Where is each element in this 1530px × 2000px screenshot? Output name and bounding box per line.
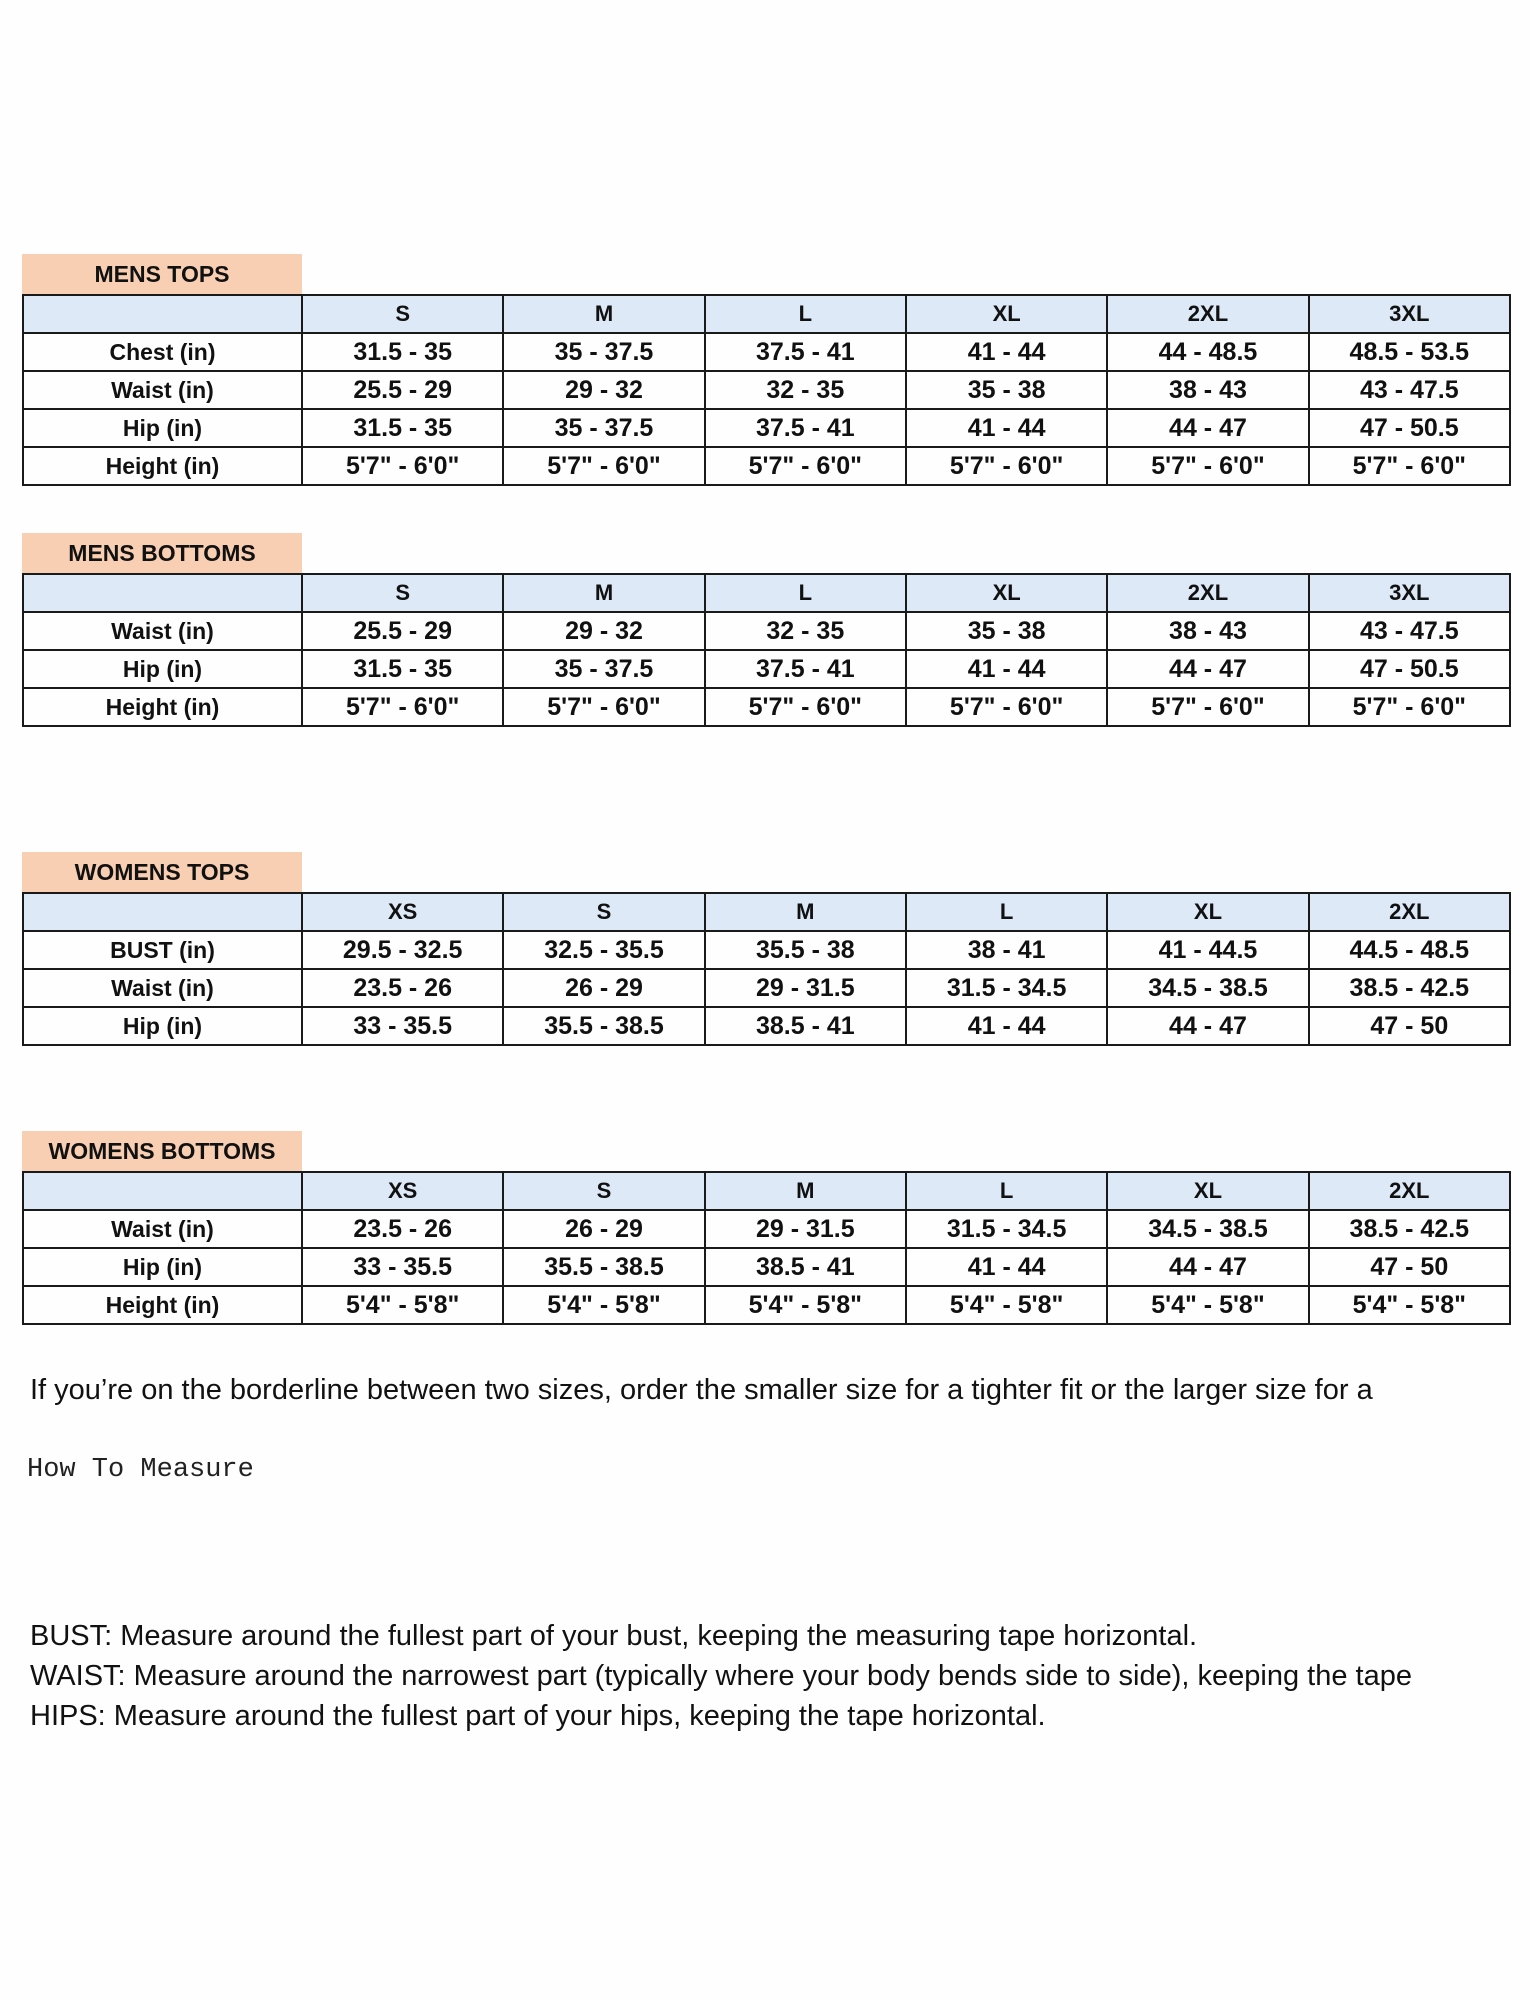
table-cell: 48.5 - 53.5	[1309, 333, 1510, 371]
table-cell: 5'7" - 6'0"	[1107, 447, 1308, 485]
table-cell: 47 - 50	[1309, 1248, 1510, 1286]
size-header: 2XL	[1309, 1172, 1510, 1210]
table-row	[23, 409, 1510, 447]
table-cell: 26 - 29	[503, 969, 704, 1007]
table-header-row	[23, 295, 1510, 333]
table-cell: 5'7" - 6'0"	[906, 688, 1107, 726]
table-cell: 38.5 - 41	[705, 1248, 906, 1286]
size-header: XL	[906, 295, 1107, 333]
size-header: L	[906, 1172, 1107, 1210]
header-corner-cell	[23, 574, 302, 612]
size-table	[22, 1171, 1511, 1325]
size-header: S	[503, 893, 704, 931]
size-header: M	[705, 1172, 906, 1210]
row-label: Waist (in)	[23, 969, 302, 1007]
table-cell: 5'7" - 6'0"	[302, 688, 503, 726]
table-cell: 35.5 - 38	[705, 931, 906, 969]
section-title: MENS BOTTOMS	[22, 533, 302, 573]
table-row	[23, 1248, 1510, 1286]
table-cell: 38.5 - 42.5	[1309, 1210, 1510, 1248]
bust-instruction: BUST: Measure around the fullest part of your bust, keeping the measuring tape horizontal.	[30, 1620, 1198, 1652]
row-label: Height (in)	[23, 447, 302, 485]
table-cell: 5'4" - 5'8"	[906, 1286, 1107, 1324]
table-row	[23, 333, 1510, 371]
size-header: 3XL	[1309, 295, 1510, 333]
row-label: Chest (in)	[23, 333, 302, 371]
header-corner-cell	[23, 1172, 302, 1210]
size-header: S	[503, 1172, 704, 1210]
table-cell: 37.5 - 41	[705, 409, 906, 447]
table-cell: 44 - 47	[1107, 650, 1308, 688]
table-cell: 35 - 38	[906, 371, 1107, 409]
table-cell: 37.5 - 41	[705, 650, 906, 688]
header-corner-cell	[23, 295, 302, 333]
row-label: Hip (in)	[23, 1248, 302, 1286]
mens-tops-section	[22, 254, 1511, 486]
table-cell: 47 - 50	[1309, 1007, 1510, 1045]
table-row	[23, 931, 1510, 969]
table-cell: 31.5 - 35	[302, 409, 503, 447]
table-cell: 43 - 47.5	[1309, 371, 1510, 409]
table-row	[23, 1210, 1510, 1248]
table-cell: 5'4" - 5'8"	[1107, 1286, 1308, 1324]
table-cell: 25.5 - 29	[302, 612, 503, 650]
table-cell: 43 - 47.5	[1309, 612, 1510, 650]
table-row	[23, 688, 1510, 726]
table-cell: 5'4" - 5'8"	[302, 1286, 503, 1324]
size-header: 2XL	[1309, 893, 1510, 931]
table-cell: 35.5 - 38.5	[503, 1007, 704, 1045]
table-header-row	[23, 893, 1510, 931]
borderline-note: If you’re on the borderline between two sizes, order the smaller size for a tighter fit or the larger size for a	[30, 1374, 1373, 1406]
table-cell: 33 - 35.5	[302, 1248, 503, 1286]
table-cell: 5'4" - 5'8"	[503, 1286, 704, 1324]
table-cell: 47 - 50.5	[1309, 650, 1510, 688]
table-cell: 35 - 37.5	[503, 333, 704, 371]
table-cell: 5'7" - 6'0"	[302, 447, 503, 485]
table-cell: 5'7" - 6'0"	[705, 688, 906, 726]
size-header: XS	[302, 893, 503, 931]
header-corner-cell	[23, 893, 302, 931]
size-header: XL	[906, 574, 1107, 612]
table-cell: 44.5 - 48.5	[1309, 931, 1510, 969]
table-cell: 44 - 47	[1107, 1007, 1308, 1045]
table-cell: 35 - 38	[906, 612, 1107, 650]
size-header: S	[302, 574, 503, 612]
table-cell: 31.5 - 35	[302, 650, 503, 688]
size-table	[22, 573, 1511, 727]
table-cell: 35.5 - 38.5	[503, 1248, 704, 1286]
table-cell: 38 - 43	[1107, 371, 1308, 409]
table-row	[23, 1007, 1510, 1045]
womens-tops-section	[22, 852, 1511, 1046]
size-table	[22, 294, 1511, 486]
row-label: Hip (in)	[23, 1007, 302, 1045]
size-header: L	[705, 574, 906, 612]
size-header: XS	[302, 1172, 503, 1210]
size-header: XL	[1107, 1172, 1308, 1210]
waist-instruction: WAIST: Measure around the narrowest part (typically where your body bends side to side), keeping the tape	[30, 1660, 1412, 1692]
table-cell: 29 - 31.5	[705, 969, 906, 1007]
table-cell: 26 - 29	[503, 1210, 704, 1248]
table-cell: 47 - 50.5	[1309, 409, 1510, 447]
size-header: XL	[1107, 893, 1308, 931]
mens-bottoms-section	[22, 533, 1511, 727]
table-cell: 29 - 31.5	[705, 1210, 906, 1248]
table-cell: 44 - 47	[1107, 409, 1308, 447]
table-cell: 31.5 - 35	[302, 333, 503, 371]
table-cell: 41 - 44	[906, 1248, 1107, 1286]
table-cell: 33 - 35.5	[302, 1007, 503, 1045]
table-cell: 41 - 44	[906, 333, 1107, 371]
table-cell: 35 - 37.5	[503, 409, 704, 447]
table-cell: 34.5 - 38.5	[1107, 1210, 1308, 1248]
section-title: WOMENS TOPS	[22, 852, 302, 892]
table-row	[23, 371, 1510, 409]
row-label: Waist (in)	[23, 612, 302, 650]
table-cell: 38 - 41	[906, 931, 1107, 969]
section-title: MENS TOPS	[22, 254, 302, 294]
row-label: Height (in)	[23, 1286, 302, 1324]
womens-bottoms-section	[22, 1131, 1511, 1325]
table-cell: 41 - 44	[906, 409, 1107, 447]
table-cell: 29.5 - 32.5	[302, 931, 503, 969]
table-header-row	[23, 574, 1510, 612]
table-cell: 29 - 32	[503, 371, 704, 409]
size-table	[22, 892, 1511, 1046]
table-cell: 25.5 - 29	[302, 371, 503, 409]
table-cell: 23.5 - 26	[302, 969, 503, 1007]
table-row	[23, 969, 1510, 1007]
row-label: Hip (in)	[23, 650, 302, 688]
table-cell: 5'7" - 6'0"	[1107, 688, 1308, 726]
hips-instruction: HIPS: Measure around the fullest part of your hips, keeping the tape horizontal.	[30, 1700, 1046, 1732]
table-cell: 32 - 35	[705, 371, 906, 409]
size-header: M	[503, 295, 704, 333]
table-cell: 38 - 43	[1107, 612, 1308, 650]
section-title: WOMENS BOTTOMS	[22, 1131, 302, 1171]
table-cell: 5'7" - 6'0"	[503, 688, 704, 726]
size-header: M	[705, 893, 906, 931]
size-header: L	[906, 893, 1107, 931]
table-cell: 5'7" - 6'0"	[705, 447, 906, 485]
table-cell: 32 - 35	[705, 612, 906, 650]
table-cell: 5'7" - 6'0"	[1309, 688, 1510, 726]
size-header: 3XL	[1309, 574, 1510, 612]
row-label: Waist (in)	[23, 371, 302, 409]
table-cell: 31.5 - 34.5	[906, 1210, 1107, 1248]
size-header: 2XL	[1107, 574, 1308, 612]
size-header: M	[503, 574, 704, 612]
table-cell: 35 - 37.5	[503, 650, 704, 688]
table-cell: 41 - 44.5	[1107, 931, 1308, 969]
size-header: L	[705, 295, 906, 333]
size-header: S	[302, 295, 503, 333]
table-cell: 29 - 32	[503, 612, 704, 650]
row-label: Waist (in)	[23, 1210, 302, 1248]
table-cell: 32.5 - 35.5	[503, 931, 704, 969]
table-cell: 44 - 48.5	[1107, 333, 1308, 371]
table-cell: 38.5 - 42.5	[1309, 969, 1510, 1007]
table-cell: 5'7" - 6'0"	[906, 447, 1107, 485]
table-cell: 5'4" - 5'8"	[1309, 1286, 1510, 1324]
table-cell: 31.5 - 34.5	[906, 969, 1107, 1007]
table-cell: 38.5 - 41	[705, 1007, 906, 1045]
table-row	[23, 447, 1510, 485]
size-header: 2XL	[1107, 295, 1308, 333]
row-label: Height (in)	[23, 688, 302, 726]
how-to-measure-heading: How To Measure	[27, 1455, 254, 1485]
table-cell: 41 - 44	[906, 650, 1107, 688]
table-cell: 37.5 - 41	[705, 333, 906, 371]
table-row	[23, 612, 1510, 650]
table-cell: 41 - 44	[906, 1007, 1107, 1045]
table-cell: 34.5 - 38.5	[1107, 969, 1308, 1007]
table-cell: 23.5 - 26	[302, 1210, 503, 1248]
row-label: Hip (in)	[23, 409, 302, 447]
table-cell: 5'4" - 5'8"	[705, 1286, 906, 1324]
row-label: BUST (in)	[23, 931, 302, 969]
table-cell: 5'7" - 6'0"	[503, 447, 704, 485]
table-cell: 5'7" - 6'0"	[1309, 447, 1510, 485]
table-cell: 44 - 47	[1107, 1248, 1308, 1286]
table-row	[23, 1286, 1510, 1324]
table-header-row	[23, 1172, 1510, 1210]
table-row	[23, 650, 1510, 688]
